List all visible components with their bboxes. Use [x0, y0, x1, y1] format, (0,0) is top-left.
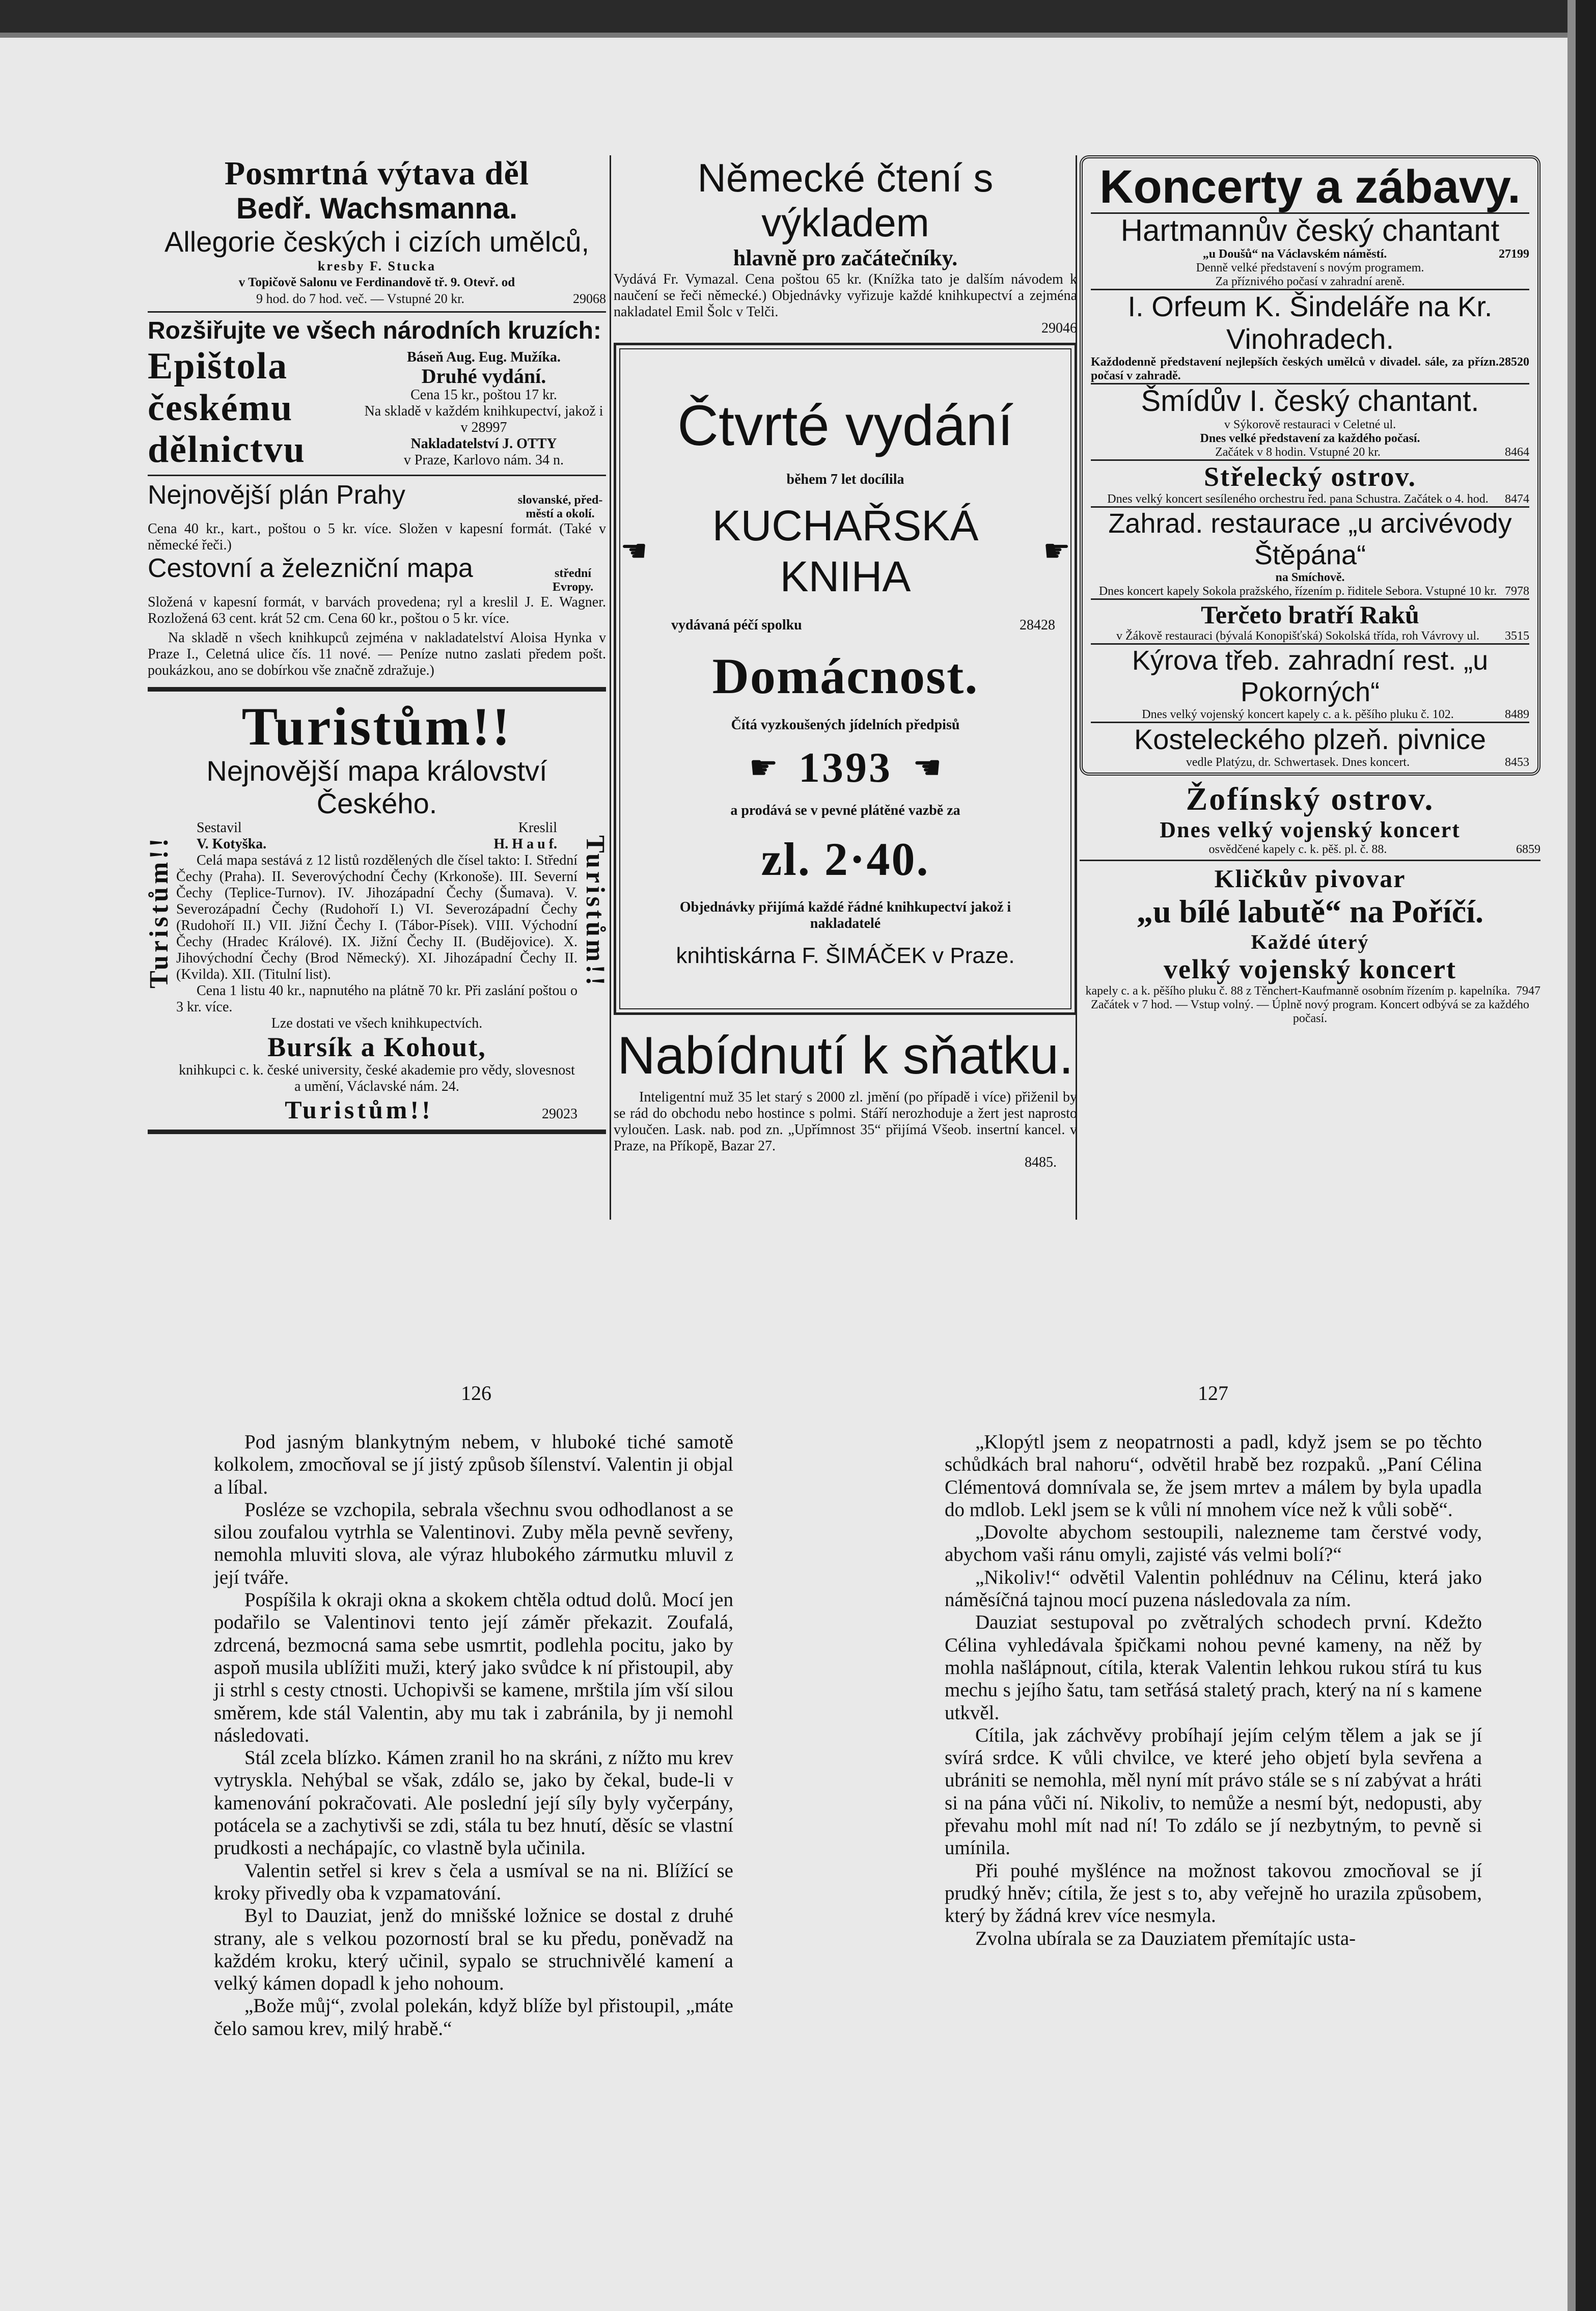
- page-number-right: 127: [1198, 1382, 1228, 1405]
- ad-column-left: [144, 155, 610, 1230]
- concert-entry: [1091, 508, 1529, 598]
- ad-code: 8464: [1505, 446, 1529, 459]
- ad-text: Cena 40 kr., kart., poštou o 5 kr. více. Složen v kapesní formát. (Také v německé řeči.): [148, 521, 606, 553]
- ad-code: 27199: [1499, 247, 1529, 261]
- ad-label: Kreslil: [518, 820, 557, 836]
- ad-line: 9 hod. do 7 hod. več. — Vstupné 20 kr.: [256, 291, 464, 306]
- ad-title-right: slovanské, před-městí a okolí.: [517, 493, 603, 520]
- page-number-left: 126: [461, 1382, 491, 1405]
- paragraph: Při pouhé myšlénce na možnost takovou zmocňoval se jí prudký hněv; cítila, že jest s to, aby veřejně ho urazila způsobem, který by žádná krev více nesmyla.: [945, 1859, 1482, 1927]
- ad-line: Čítá vyzkoušených jídelních předpisů: [731, 717, 960, 733]
- ad-prahy: [148, 480, 606, 679]
- ad-code: 29046: [1041, 320, 1077, 336]
- ad-subtitle: hlavně pro začátečníky.: [733, 245, 958, 270]
- ad-book-title: KUCHAŘSKÁ KNIHA: [712, 502, 979, 600]
- ad-code: 28997: [471, 420, 507, 435]
- ad-line: Druhé vydání.: [421, 365, 546, 388]
- ad-title-line: dělnictvu: [148, 429, 306, 471]
- ad-title: Koncerty a zábavy.: [1099, 161, 1521, 213]
- column-divider-1: [610, 155, 611, 1220]
- ad-text: Na skladě n všech knihkupců zejména v nakladatelství Aloisa Hynka v Praze I., Celetná ulice čís. 11 nové. — Peníze nutno zaslati předem pošt. poukázkou, ano se dobírkou vše značně zdražuje.): [148, 630, 606, 678]
- ad-code: 28428: [1020, 617, 1055, 633]
- ad-koncerty: [1080, 155, 1540, 776]
- paragraph: Stál zcela blízko. Kámen zranil ho na skráni, z nížto mu krev vytryskla. Nehýbal se však, zdálo se, jako by čekal, bude-li v kamenování pokračovati. Ale poslední její síly byly vyčerpány, potácela se a zachytivši se zdi, stála tu bez hnutí, děsíc se vlastní prudkosti a nechápajíc, co vlastně byla učinila.: [214, 1747, 733, 1859]
- ad-text: Složená v kapesní formát, v barvách provedena; ryl a kreslil J. E. Wagner. Rozložená 63 cent. krát 52 cm. Cena 60 kr., poštou o 5 kr. více.: [148, 594, 606, 626]
- ad-header: Rozšiřujte ve všech národních kruzích:: [148, 317, 601, 344]
- ad-title-line: Epištola: [148, 345, 288, 387]
- ad-line: a prodává se v pevné plátěné vazbě za: [730, 803, 960, 818]
- ad-zofin: [1080, 781, 1540, 857]
- ad-title: Posmrtná výtava děl: [224, 155, 530, 192]
- ad-edition: Čtvrté vydání: [677, 394, 1013, 457]
- ad-code: 8489: [1505, 708, 1529, 721]
- concert-line: v Žákově restauraci (bývalá Konopišťská) Sokolská třída, roh Vávrovy ul.: [1116, 629, 1479, 643]
- ad-code: 8485.: [1025, 1154, 1057, 1170]
- concert-entry: [1091, 600, 1529, 643]
- ad-line: Každé úterý: [1251, 930, 1369, 953]
- ad-code: 29023: [542, 1106, 577, 1122]
- ad-code: 3515: [1505, 629, 1529, 643]
- ad-publisher: Bursík a Kohout,: [267, 1032, 486, 1062]
- paragraph: Byl to Dauziat, jenž do mnišské ložnice se dostal z druhé strany, ale s velkou pozorností bral se ku předu, poněvadž na každém kroku, který učinil, sypalo se struchnivělé kamení a velký kámen dopadl k jeho nohoum.: [214, 1905, 733, 1995]
- ad-side-text: Turistům!!: [144, 835, 174, 988]
- ad-wachsmann: [148, 155, 606, 307]
- ad-author: H. H a u f.: [493, 836, 557, 852]
- concert-line: Začátek v 8 hodin. Vstupné 20 kr.: [1215, 446, 1381, 459]
- ad-epistola: [148, 317, 606, 471]
- concert-line: Dnes velké představení za každého počasí.: [1200, 432, 1420, 445]
- paragraph: Dauziat sestupoval po zvětralých schodech první. Kdežto Célina vyhledávala špičkami nohou pevné kameny, na něž by mohla našlápnout, cítila, kterak Valentin lehkou rukou stírá tu kus mechu s jejího šatu, tam setřásá staletý prach, který na ní s kamene utkvěl.: [945, 1611, 1482, 1724]
- pointing-hand-icon: ☛: [1043, 534, 1070, 568]
- ad-snatek: [614, 1027, 1077, 1171]
- ad-subtitle: Bedř. Wachsmanna.: [236, 192, 518, 225]
- ad-code: 8474: [1505, 492, 1529, 506]
- ad-line: vydávaná péčí spolku: [671, 617, 802, 633]
- ad-line: knihtiskárna F. ŠIMÁČEK v Praze.: [676, 943, 1015, 968]
- concert-line: vedle Platýzu, dr. Schwertasek. Dnes koncert.: [1186, 756, 1410, 769]
- ad-code: 8453: [1505, 756, 1529, 769]
- concert-line: Denně velké představení s novým programem.: [1196, 261, 1424, 274]
- concert-title: Zahrad. restaurace „u arcivévody Štěpána“: [1108, 508, 1512, 570]
- ad-line: osvědčené kapely c. k. pěš. pl. č. 88.: [1208, 843, 1387, 856]
- ad-title: Turistům!!: [241, 697, 512, 756]
- paragraph: Pod jasným blankytným nebem, v hluboké tiché samotě kolkolem, zmocňoval se jí jistý způsob šílenství. Valentin ji objal a líbal.: [214, 1431, 733, 1498]
- concert-title: I. Orfeum K. Šindeláře na Kr. Vinohradech.: [1127, 290, 1493, 355]
- pointing-hand-icon: ☚: [620, 534, 648, 568]
- scan-right-edge: [1567, 0, 1576, 2311]
- ad-title: Nejnovější plán Prahy: [148, 480, 405, 510]
- ad-line: Dnes velký vojenský koncert: [1160, 817, 1461, 842]
- ad-label: Sestavil: [197, 820, 242, 836]
- ad-title: „u bílé labutě“ na Poříčí.: [1137, 893, 1483, 929]
- scan-top-edge: [0, 33, 1596, 38]
- paragraph: Cítila, jak záchvěvy probíhají jejím celým tělem a jak se jí svírá srdce. K vůli chvilce, ve které jeho objetí byla sevřena a ubrániti se nemohla, měl nyní mít právo stále se s ní zabývat a hráti si na pána vůči ní. Nikoliv, to nemůže a nesmí být, nedopusti, aby převahu mohl mít nad ní! To zdálo se jí nezbytným, to pevně si umínila.: [945, 1724, 1482, 1859]
- concert-line: Za příznivého počasí v zahradní areně.: [1215, 275, 1405, 288]
- paragraph: „Bože můj“, zvolal polekán, když blíže byl přistoupil, „máte čelo samou krev, milý hrabě.“: [214, 1995, 733, 2040]
- ad-title: Kličkův pivovar: [1214, 864, 1406, 893]
- ad-text: Inteligentní muž 35 let starý s 2000 zl. jmění (po případě i více) přiženil by se rád do obchodu nebo hostince s polmi. Stáří nerozhoduje a žert jest naprosto vyloučen. Lask. nab. pod zn. „Upřímnost 35“ přijímá Všeob. insertní kancel. v Praze, na Příkopě, Bazar 27.: [614, 1089, 1077, 1154]
- right-page-text: [945, 1431, 1482, 1950]
- left-page-text: [214, 1431, 733, 2040]
- concert-entry: [1091, 384, 1529, 459]
- ad-line: v Praze, Karlovo nám. 34 n.: [403, 452, 564, 468]
- concert-line: Každodenně představení nejlepších českých umělců v divadel. sále, za přízn. počasí v zahradě.: [1091, 355, 1499, 382]
- ad-author: V. Kotyška.: [197, 836, 267, 852]
- concert-entry: [1091, 214, 1529, 289]
- ad-line: Báseň Aug. Eug. Mužíka.: [407, 349, 561, 365]
- ad-line: kresby F. Stucka: [317, 259, 436, 273]
- ad-line: Allegorie českých i cizích umělců,: [164, 226, 590, 258]
- ad-line: Nakladatelství J. OTTY: [410, 436, 557, 452]
- ad-text: Lze dostati ve všech knihkupectvích.: [271, 1015, 483, 1031]
- pointing-hand-icon: ☚: [913, 750, 942, 786]
- concert-line: na Smíchově.: [1275, 571, 1345, 584]
- concert-title: Terčeto bratří Raků: [1201, 600, 1419, 629]
- ad-code: 29068: [573, 291, 606, 306]
- concert-line: v Sýkorově restauraci v Celetné ul.: [1224, 418, 1396, 431]
- concert-entry: [1091, 645, 1529, 722]
- ad-klickuv: [1080, 864, 1540, 1026]
- paragraph: „Dovolte abychom sestoupili, nalezneme tam čerstvé vody, abychom vaši ránu omyli, zajisté vás velmi bolí?“: [945, 1521, 1482, 1566]
- ad-title: Nabídnutí k sňatku.: [617, 1026, 1074, 1085]
- concert-title: Kosteleckého plzeň. pivnice: [1134, 723, 1487, 755]
- scan-top-border: [0, 0, 1596, 33]
- ad-text: Vydává Fr. Vymazal. Cena poštou 65 kr. (Knížka tato je dalším návodem k naučení se řeči německé.) Objednávky vyřizuje každé knihkupectví a zejména nakladatel Emil Šolc v Telči.: [614, 271, 1077, 320]
- ad-side-text: Turistům!!: [580, 835, 610, 988]
- ad-column-middle: [614, 155, 1077, 1230]
- ad-line: velký vojenský koncert: [1164, 954, 1456, 984]
- paragraph: „Klopýtl jsem z neopatrnosti a padl, když jsem se po těchto schůdkách bral nahoru“, odvětil hrabě bez rozpaků. „Paní Célina Clémentová domnívala se, že jsem mrtev a málem by byla upadla do mdlob. Lekl jsem se k vůli ní mnohem více než k vůli sobě“.: [945, 1431, 1482, 1521]
- concert-line: Dnes velký vojenský koncert kapely c. a k. pěšího pluku č. 102.: [1142, 708, 1454, 721]
- concert-title: Střelecký ostrov.: [1204, 461, 1416, 492]
- ad-code: 6859: [1516, 843, 1540, 856]
- ad-society: Domácnost.: [712, 648, 979, 704]
- concert-entry: [1091, 290, 1529, 383]
- ad-title: Německé čtení s výkladem: [697, 155, 994, 245]
- ad-map-title: Nejnovější mapa království Českého.: [206, 755, 547, 819]
- ad-price: zl. 2·40.: [761, 833, 930, 885]
- concert-title: Kýrova třeb. zahradní rest. „u Pokorných“: [1132, 645, 1489, 707]
- ad-code: 7947: [1516, 984, 1540, 998]
- ad-text: knihkupci c. k. české university, české akademie pro vědy, slovesnost a umění, Václavské nám. 24.: [179, 1062, 575, 1094]
- ad-column-right: [1080, 155, 1540, 1230]
- ad-code: 7978: [1505, 585, 1529, 598]
- pointing-hand-icon: ☛: [749, 750, 778, 786]
- ad-line: Začátek v 7 hod. — Vstup volný. — Úplně nový program. Koncert odbývá se za každého počasí.: [1091, 998, 1529, 1025]
- ad-footer: Turistům!!: [285, 1095, 433, 1124]
- ad-code: 28520: [1499, 355, 1529, 369]
- concert-line: Dnes koncert kapely Sokola pražského, řízením p. řiditele Sebora. Vstupné 10 kr.: [1098, 585, 1497, 598]
- paragraph: Pospíšila k okraji okna a skokem chtěla odtud dolů. Mocí jen podařilo se Valentinovi tento její záměr překazit. Zoufalá, zdrcená, bezmocná sama sebe usmrtit, podlehla pocitu, jako by aspoň musila ublížiti muži, který jako svůdce k ní přistoupil, aby ji strhl s cesty ctnosti. Uchopivši se kamene, mrštila jím vší silou směrem, kde stál Valentin, aby mu tak i zabránila, by ji nemohl následovati.: [214, 1589, 733, 1746]
- ad-kucharska: [614, 343, 1077, 1015]
- paragraph: Posléze se vzchopila, sebrala všechnu svou odhodlanost a se silou zoufalou vytrhla se Valentinovi. Zuby měla pevně sevřeny, nemohla mluviti slova, ale výraz hlubokého zármutku mluvil z její tváře.: [214, 1498, 733, 1588]
- paragraph: Valentin setřel si krev s čela a usmíval se na ni. Blížící se kroky přivedly oba k vzpamatování.: [214, 1859, 733, 1904]
- ad-text: Celá mapa sestává z 12 listů rozdělených dle čísel takto: I. Střední Čechy (Praha). II. Severovýchodní Čechy (Krkonoše). III. Severní Čechy (Teplice-Turnov). IV. Jihozápadní Čechy (Šumava). V. Severozápadní Čechy (Rudohoří I.) VI. Severozápadní Čechy (Rudohoří II.) VII. Jižní Čechy I. (Tábor-Písek). VIII. Východní Čechy (Hradec Králové). IX. Jižní Čechy II. (Budějovice). X. Jihovýchodní Čechy (Brod Německý). XI. Jihozápadní Čechy II. (Kvilda). XII. (Titulní list).: [176, 852, 577, 982]
- ad-title: Žofínský ostrov.: [1186, 781, 1435, 817]
- concert-title: Šmídův I. český chantant.: [1141, 384, 1479, 418]
- concert-line: „u Doušů“ na Václavském náměstí.: [1202, 247, 1387, 261]
- paragraph: „Nikoliv!“ odvětil Valentin pohlédnuv na Célinu, která jako náměsíčná tajnou mocí puzena následovala za ním.: [945, 1566, 1482, 1611]
- ad-line: Objednávky přijímá každé řádné knihkupectví jakož i nakladatelé: [679, 899, 1011, 931]
- concert-entry: [1091, 723, 1529, 769]
- ad-line: během 7 let docílila: [786, 472, 904, 487]
- ad-line: v Topičově Salonu ve Ferdinandově tř. 9. Otevř. od: [238, 276, 515, 289]
- ad-line: kapely c. a k. pěšího pluku č. 88 z Těnchert-Kaufmanně osobním řízením p. kapelníka.: [1085, 984, 1510, 998]
- ad-turistum: [144, 697, 610, 1124]
- concert-title: Hartmannův český chantant: [1120, 213, 1500, 247]
- concert-line: Dnes velký koncert sesíleného orchestru řed. pana Schustra. Začátek o 4. hod.: [1107, 492, 1489, 506]
- concert-entry: [1091, 461, 1529, 506]
- ad-title: Cestovní a železniční mapa: [148, 554, 473, 583]
- paragraph: Zvolna ubírala se za Dauziatem přemítajíc usta-: [975, 1927, 1356, 1949]
- scan-right-border: [1576, 0, 1596, 2311]
- ad-title-line: českému: [148, 387, 293, 429]
- ad-line: Cena 15 kr., poštou 17 kr.: [410, 387, 557, 403]
- ad-nemecke: [614, 155, 1077, 337]
- ad-line: Na skladě v každém knihkupectví, jakož i v: [364, 403, 603, 435]
- ad-text: Cena 1 listu 40 kr., napnutého na plátně 70 kr. Při zaslání poštou o 3 kr. více.: [176, 983, 577, 1015]
- ad-count: 1393: [799, 744, 892, 791]
- ad-title-right: střední Evropy.: [552, 567, 594, 594]
